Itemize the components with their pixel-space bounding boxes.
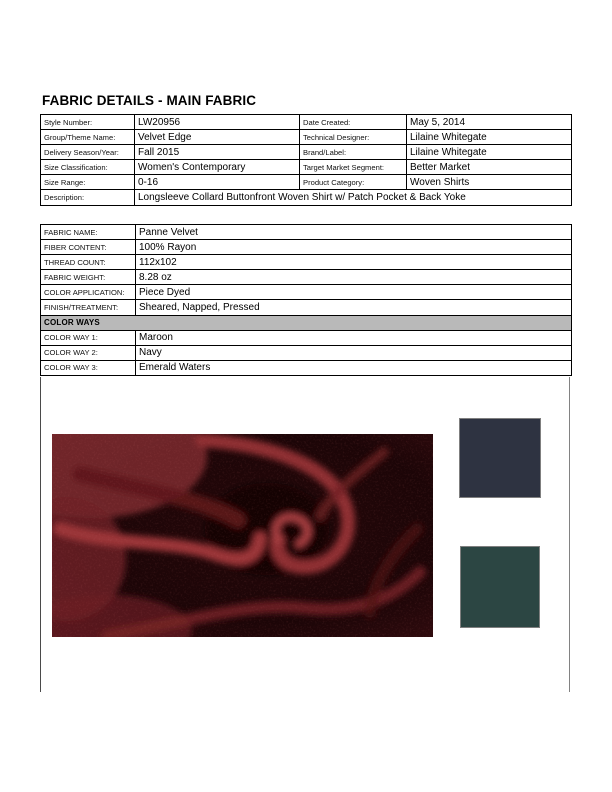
field-label: FABRIC WEIGHT: <box>41 270 136 285</box>
field-value: Lilaine Whitegate <box>407 130 572 145</box>
field-label: FINISH/TREATMENT: <box>41 300 136 315</box>
emerald-waters-color-swatch <box>460 546 540 628</box>
field-value: 100% Rayon <box>136 240 572 255</box>
field-label: Technical Designer: <box>300 130 407 145</box>
navy-color-swatch <box>459 418 541 498</box>
field-value: Emerald Waters <box>136 360 572 375</box>
field-label: COLOR WAY 3: <box>41 360 136 375</box>
field-label: Date Created: <box>300 115 407 130</box>
field-value: Navy <box>136 345 572 360</box>
field-label: Target Market Segment: <box>300 160 407 175</box>
table-row <box>41 175 572 190</box>
color-way-row <box>41 360 572 375</box>
field-label: THREAD COUNT: <box>41 255 136 270</box>
table-row <box>41 300 572 315</box>
page-title: FABRIC DETAILS - MAIN FABRIC <box>42 93 257 108</box>
field-label: Style Number: <box>41 115 135 130</box>
field-value: 0-16 <box>135 175 300 190</box>
field-value: Fall 2015 <box>135 145 300 160</box>
field-label: Brand/Label: <box>300 145 407 160</box>
field-label: FIBER CONTENT: <box>41 240 136 255</box>
table-row <box>41 240 572 255</box>
field-value: Better Market <box>407 160 572 175</box>
description-value: Longsleeve Collard Buttonfront Woven Shirt w/ Patch Pocket & Back Yoke <box>135 190 572 205</box>
field-label: COLOR APPLICATION: <box>41 285 136 300</box>
table-row <box>41 225 572 240</box>
field-label: Product Category: <box>300 175 407 190</box>
fabric-photo-maroon-velvet <box>52 434 433 637</box>
color-way-row <box>41 330 572 345</box>
field-label: Group/Theme Name: <box>41 130 135 145</box>
table-row <box>41 115 572 130</box>
field-value: May 5, 2014 <box>407 115 572 130</box>
field-value: Panne Velvet <box>136 225 572 240</box>
field-label: COLOR WAY 1: <box>41 330 136 345</box>
color-way-row <box>41 345 572 360</box>
field-value: Maroon <box>136 330 572 345</box>
field-value: Piece Dyed <box>136 285 572 300</box>
field-label: Size Range: <box>41 175 135 190</box>
table-row <box>41 285 572 300</box>
field-value: Velvet Edge <box>135 130 300 145</box>
field-value: Sheared, Napped, Pressed <box>136 300 572 315</box>
field-label: COLOR WAY 2: <box>41 345 136 360</box>
field-value: Women's Contemporary <box>135 160 300 175</box>
description-row <box>41 190 572 205</box>
section-header-row <box>41 315 572 330</box>
field-label: Description: <box>41 190 135 205</box>
color-ways-section-header: COLOR WAYS <box>41 315 572 330</box>
field-value: 8.28 oz <box>136 270 572 285</box>
table-row <box>41 270 572 285</box>
table-row <box>41 255 572 270</box>
table-row <box>41 130 572 145</box>
style-info-table <box>40 114 572 206</box>
field-value: 112x102 <box>136 255 572 270</box>
field-label: FABRIC NAME: <box>41 225 136 240</box>
table-row <box>41 145 572 160</box>
field-value: Woven Shirts <box>407 175 572 190</box>
field-label: Size Classification: <box>41 160 135 175</box>
field-label: Delivery Season/Year: <box>41 145 135 160</box>
field-value: Lilaine Whitegate <box>407 145 572 160</box>
fabric-detail-table <box>40 224 572 376</box>
field-value: LW20956 <box>135 115 300 130</box>
table-row <box>41 160 572 175</box>
